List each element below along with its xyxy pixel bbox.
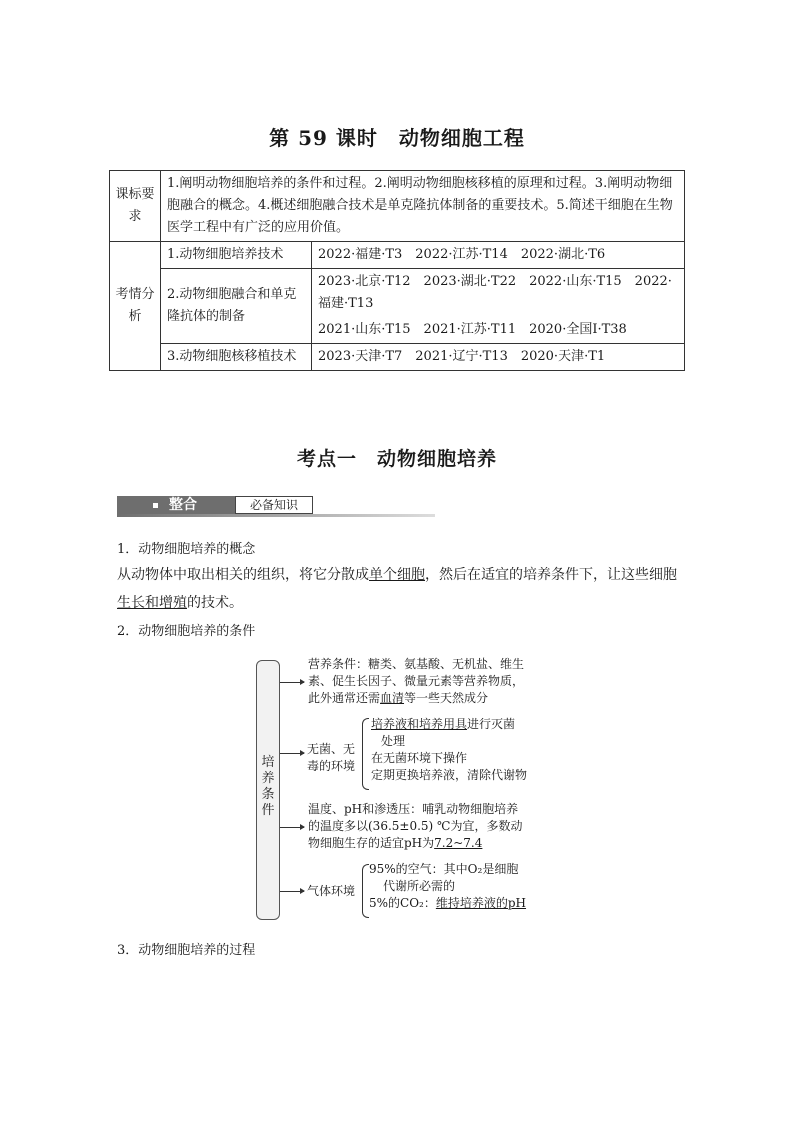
text: 从动物体中取出相关的组织，将它分散成 bbox=[117, 567, 369, 583]
side-char: 养 bbox=[261, 771, 275, 786]
diagram-line: 代谢所必需的 bbox=[383, 879, 456, 893]
text: 5%的CO₂： bbox=[369, 896, 436, 910]
diagram-line bbox=[308, 835, 522, 852]
text: 的技术。 bbox=[187, 595, 243, 611]
underlined-term: 培养液和培养用具 bbox=[371, 717, 468, 731]
heading-2: 2．动物细胞培养的条件 bbox=[117, 624, 256, 639]
side-char: 培 bbox=[261, 755, 275, 770]
heading-1: 1．动物细胞培养的概念 bbox=[117, 542, 256, 557]
arrow-icon bbox=[280, 827, 304, 828]
exam-line: 2023·北京·T12 2023·湖北·T22 2022·山东·T15 2022·福建·T13 bbox=[318, 274, 672, 311]
underlined-term: 单个细胞 bbox=[369, 567, 425, 583]
diagram-line: 毒的环境 bbox=[307, 759, 356, 773]
req-label: 课标要求 bbox=[110, 171, 161, 242]
diagram-line: 定期更换培养液，清除代谢物 bbox=[371, 768, 528, 782]
arrow-icon bbox=[280, 891, 304, 892]
brace-icon bbox=[362, 718, 369, 790]
arrow-icon bbox=[280, 682, 304, 683]
gas-label: 气体环境 bbox=[307, 884, 356, 898]
heading-3: 3．动物细胞培养的过程 bbox=[117, 943, 256, 958]
side-char: 件 bbox=[261, 803, 275, 818]
exam-label: 考情分析 bbox=[110, 242, 161, 371]
underlined-term: 维持培养液的pH bbox=[435, 896, 527, 910]
text: 进行灭菌 bbox=[467, 717, 516, 731]
diagram-line: 素、促生长因子、微量元素等营养物质， bbox=[308, 674, 525, 688]
text: 此外通常还需 bbox=[308, 691, 381, 705]
diagram-line bbox=[308, 690, 524, 707]
side-char: 条 bbox=[261, 787, 275, 802]
diagram-line: 的温度多以(36.5±0.5) ℃为宜，多数动 bbox=[308, 819, 523, 833]
topic-cell: 3.动物细胞核移植技术 bbox=[161, 344, 312, 371]
section-title: 考点一 动物细胞培养 bbox=[296, 448, 497, 470]
topic-cell: 1.动物细胞培养技术 bbox=[161, 242, 312, 269]
banner-dark bbox=[117, 496, 235, 514]
text: ，然后在适宜的培养条件下，让这些细胞 bbox=[425, 567, 677, 583]
underlined-term: 7.2~7.4 bbox=[434, 836, 483, 850]
topic-cell: 2.动物细胞融合和单克隆抗体的制备 bbox=[161, 269, 312, 344]
square-icon bbox=[153, 503, 158, 508]
sterile-items bbox=[371, 716, 527, 784]
diagram-line: 营养条件：糖类、氨基酸、无机盐、维生 bbox=[308, 657, 525, 671]
brace-icon bbox=[362, 864, 369, 918]
diagram-line: 处理 bbox=[381, 734, 406, 748]
banner-right-text: 必备知识 bbox=[235, 496, 313, 514]
text: 物细胞生存的适宜pH为 bbox=[308, 836, 435, 850]
text: 等一些天然成分 bbox=[404, 691, 489, 705]
req-text: 1.阐明动物细胞培养的条件和过程。2.阐明动物细胞核移植的原理和过程。3.阐明动物细胞融合的概念。4.概述细胞融合技术是单克隆抗体制备的重要技术。5.简述干细胞在生物医学工程中有广泛的应用价值。 bbox=[161, 171, 685, 242]
diagram-side-box bbox=[256, 660, 280, 920]
arrow-icon bbox=[280, 753, 304, 754]
page-title: 第 59 课时 动物细胞工程 bbox=[269, 126, 525, 150]
diagram-line bbox=[371, 716, 527, 733]
exam-cell: 2023·天津·T7 2021·辽宁·T13 2020·天津·T1 bbox=[312, 344, 685, 371]
underlined-term: 生长和增殖 bbox=[117, 595, 187, 611]
diagram-line: 在无菌环境下操作 bbox=[371, 751, 468, 765]
diagram-line: 95%的空气：其中O₂是细胞 bbox=[369, 862, 519, 876]
diagram-line bbox=[369, 895, 526, 912]
gas-items bbox=[369, 861, 526, 912]
banner-left-text: 整合 bbox=[169, 497, 197, 513]
diagram-line: 温度、pH和渗透压：哺乳动物细胞培养 bbox=[308, 802, 519, 816]
exam-cell bbox=[312, 269, 685, 344]
banner-bar bbox=[117, 514, 435, 517]
side-label bbox=[257, 755, 279, 819]
paragraph-1 bbox=[117, 561, 687, 617]
exam-line: 2021·山东·T15 2021·江苏·T11 2020·全国Ⅰ·T38 bbox=[318, 322, 627, 337]
curriculum-table bbox=[109, 170, 685, 371]
nutrition-block bbox=[308, 656, 524, 707]
sterile-label bbox=[307, 741, 355, 775]
section-banner bbox=[117, 494, 435, 518]
diagram-line: 无菌、无 bbox=[307, 742, 356, 756]
temperature-block bbox=[308, 801, 522, 852]
underlined-term: 血清 bbox=[380, 691, 405, 705]
exam-cell: 2022·福建·T3 2022·江苏·T14 2022·湖北·T6 bbox=[312, 242, 685, 269]
